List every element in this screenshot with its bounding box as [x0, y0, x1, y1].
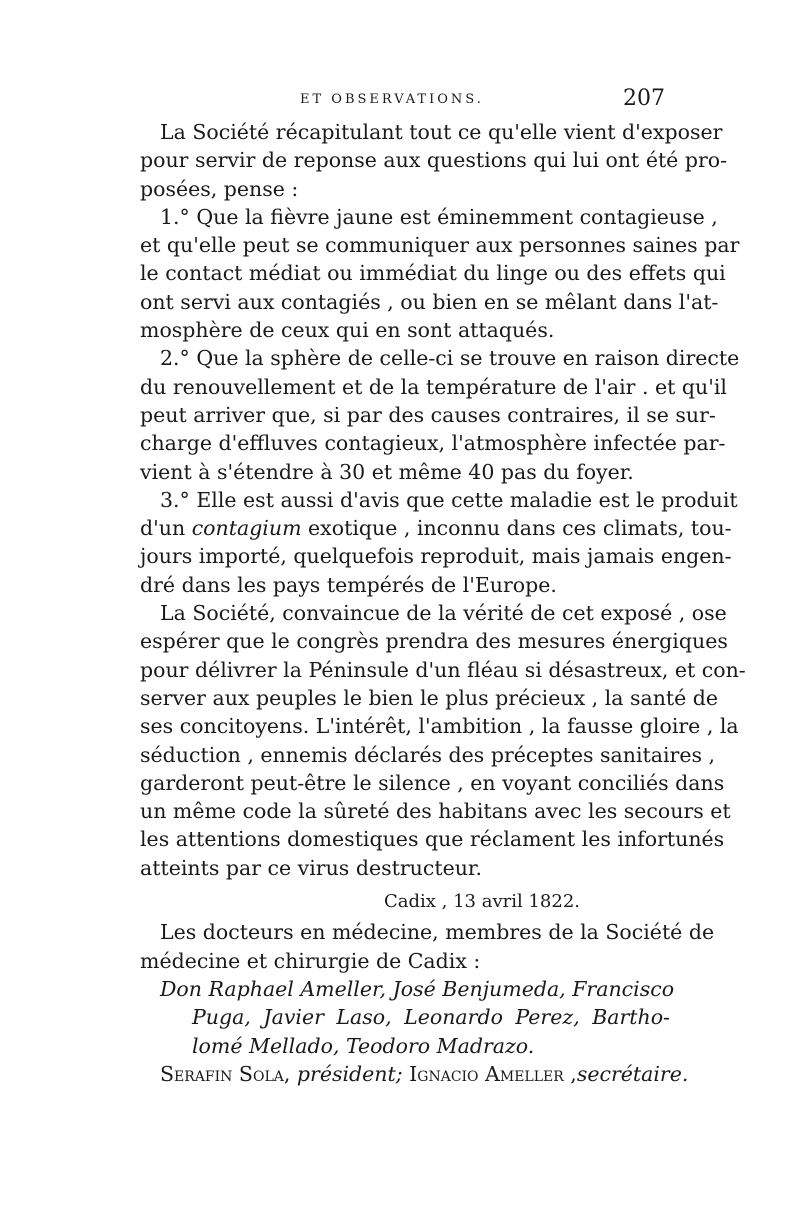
secretary-name: Ignacio Ameller [409, 1061, 564, 1086]
signatory-line: Puga, Javier Laso, Leonardo Perez, Bartho- [192, 1005, 670, 1030]
paragraph-point-1 [140, 203, 740, 344]
page-number: 207 [623, 86, 665, 111]
dateline: Cadix , 13 avril 1822. [384, 891, 580, 913]
text-line: les attentions domestiques que réclament les infortunés [140, 827, 725, 852]
text-line: pour délivrer la Péninsule d'un fléau si désastreux, et con- [140, 657, 746, 682]
text-line: médecine et chirurgie de Cadix : [140, 948, 481, 973]
paragraph-point-3 [140, 486, 738, 599]
text-line: server aux peuples le bien le plus précieux , la santé de [140, 685, 719, 710]
text-line: le contact médiat ou immédiat du linge ou des effets qui [140, 261, 726, 286]
text-fragment: d'un [140, 516, 186, 541]
text-line: ses concitoyens. L'intérêt, l'ambition , la fausse gloire , la [140, 714, 739, 739]
text-line: jours importé, quelquefois reproduit, mais jamais engen- [140, 544, 732, 569]
text-line: séduction , ennemis déclarés des préceptes sanitaires , [140, 742, 716, 767]
text-line: mosphère de ceux qui en sont attaqués. [140, 318, 555, 343]
president-name: Serafin Sola [160, 1061, 284, 1086]
page-body [140, 118, 746, 1088]
text-line: pour servir de reponse aux questions qui lui ont été pro- [140, 148, 728, 173]
running-head: ET OBSERVATIONS. [300, 92, 484, 107]
text-line: et qu'elle peut se communiquer aux personnes saines par [140, 233, 740, 258]
text-line: La Société, convaincue de la vérité de cet exposé , ose [160, 601, 727, 626]
text-line: atteints par ce virus destructeur. [140, 855, 482, 880]
text-line: 1.° Que la fièvre jaune est éminemment contagieuse , [160, 204, 718, 229]
text-line: vient à s'étendre à 30 et même 40 pas du foyer. [140, 459, 634, 484]
paragraph-conclusion-intro [140, 118, 728, 203]
signatory-line: Don Raphael Ameller, José Benjumeda, Francisco [160, 976, 675, 1001]
signatory-line: lomé Mellado, Teodoro Madrazo. [192, 1033, 535, 1058]
text-line: espérer que le congrès prendra des mesures énergiques [140, 629, 728, 654]
paragraph-signatories-intro [140, 918, 715, 975]
text-line: du renouvellement et de la température de l'air . et qu'il [140, 374, 727, 399]
text-line: garderont peut-être le silence , en voyant conciliés dans [140, 770, 725, 795]
text-line [140, 514, 732, 542]
paragraph-point-2 [140, 344, 740, 485]
text-line: un même code la sûreté des habitans avec les secours et [140, 799, 731, 824]
text-line: Les docteurs en médecine, membres de la Société de [160, 920, 715, 945]
text-fragment: exotique , inconnu dans ces climats, tou- [308, 516, 732, 541]
text-line: La Société récapitulant tout ce qu'elle vient d'exposer [160, 120, 723, 144]
text-line: ont servi aux contagiés , ou bien en se mêlant dans l'at- [140, 289, 719, 314]
text-line: peut arriver que, si par des causes contraires, il se sur- [140, 402, 716, 427]
text-line: posées, pense : [140, 176, 299, 201]
paragraph-society-hope [140, 599, 746, 882]
officers-line: Serafin Sola, président; Ignacio Ameller ,secrétaire. [160, 1061, 689, 1086]
latin-term: contagium [191, 516, 302, 541]
secretary-title: secrétaire. [576, 1061, 689, 1086]
signatories-list [140, 975, 675, 1060]
text-line: 3.° Elle est aussi d'avis que cette maladie est le produit [160, 487, 738, 512]
text-line: dré dans les pays tempérés de l'Europe. [140, 572, 557, 597]
text-line: charge d'effluves contagieux, l'atmosphère infectée par- [140, 431, 726, 456]
text-line: 2.° Que la sphère de celle-ci se trouve en raison directe [160, 346, 740, 371]
president-title: président; [296, 1061, 403, 1086]
